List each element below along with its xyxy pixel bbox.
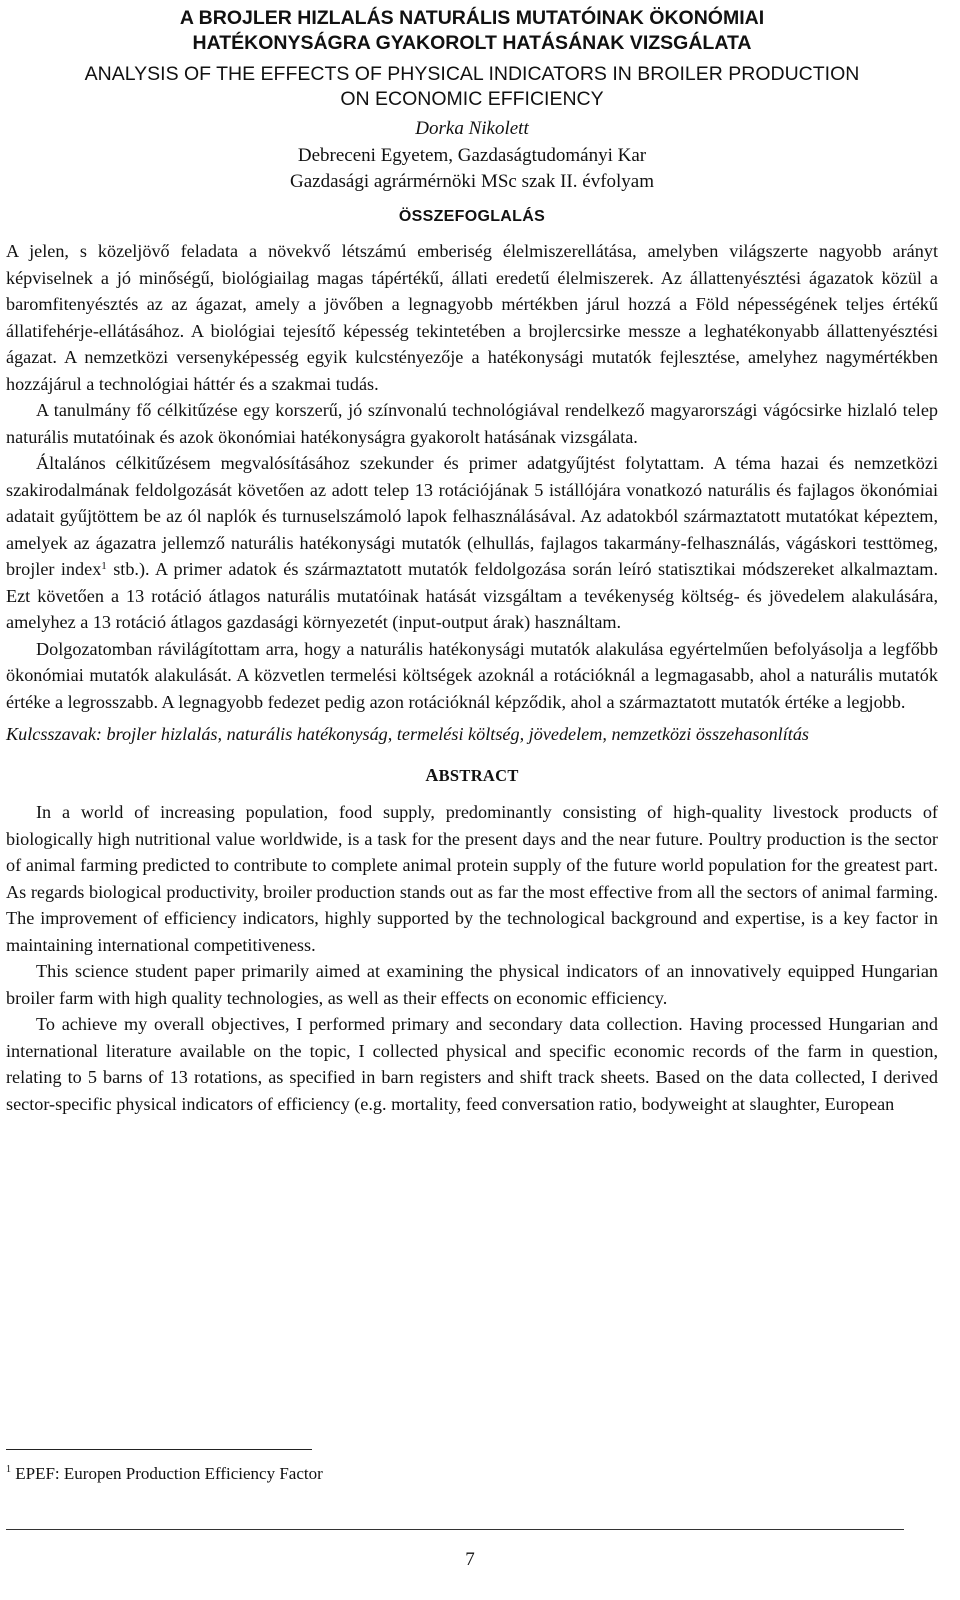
page-footer-rule — [6, 1529, 904, 1530]
abstract-paragraph-1: In a world of increasing population, food supply, predominantly consisting of high-quality livestock products of biologically high nutritional value worldwide, is a task for the present days and the near future. Poultry production is the sector of animal farming predicted to contribute to complete animal protein supply of the future world population for the greatest part. As regards biological productivity, broiler production stands out as far the most effective from all the sectors of animal farming. The improvement of efficiency indicators, highly supported by the technological background and expertise, is a key factor in maintaining international competitiveness. — [6, 802, 938, 955]
keywords: Kulcsszavak: brojler hizlalás, naturális hatékonyság, termelési költség, jövedelem, nemzetközi összehasonlítás — [6, 724, 810, 744]
summary-paragraph-3 — [6, 450, 938, 636]
summary-paragraph-2: A tanulmány fő célkitűzése egy korszerű, jó színvonalú technológiával rendelkező magyarországi vágócsirke hizlaló telep naturális mutatóinak és azok ökonómiai hatékonyságra gyakorolt hatásának vizsgálata. — [6, 400, 938, 447]
title-hungarian-line-2: HATÉKONYSÁGRA GYAKOROLT HATÁSÁNAK VIZSGÁLATA — [192, 32, 752, 54]
abstract-paragraph-2: This science student paper primarily aimed at examining the physical indicators of an innovatively equipped Hungarian broiler farm with high quality technologies, as well as their effects on economic efficiency. — [6, 961, 938, 1008]
abstract-heading-initial: A — [425, 764, 439, 785]
title-english-line-2: ON ECONOMIC EFFICIENCY — [340, 88, 604, 110]
summary-paragraph-1: A jelen, s közeljövő feladata a növekvő létszámú emberiség élelmiszerellátása, amelyben világszerte nagyobb arányt képviselnek a jó minőségű, biológiailag magas tápértékű, állati eredetű élelmiszerek. Az állattenyésztési ágazatok közül a baromfitenyésztés az az ágazat, amely a jövőben a legnagyobb mértékben járul hozzá a Föld népességének teljes értékű állatifehérje-ellátásához. A biológiai tejesítő képesség tekintetében a brojlercsirke messze a leghatékonyabb állattenyésztési ágazat. A nemzetközi versenyképesség egyik kulcstényezője a hatékonysági mutatók fejlesztése, amelyhez nagymértékben hozzájárul a technológiai háttér és a szakmai tudás. — [6, 241, 938, 394]
title-hungarian-line-1: A BROJLER HIZLALÁS NATURÁLIS MUTATÓINAK ÖKONÓMIAI — [179, 7, 765, 29]
abstract-heading-rest: BSTRACT — [438, 765, 519, 785]
affiliation-line-2: Gazdasági agrármérnöki MSc szak II. évfolyam — [289, 171, 655, 192]
abstract-heading — [6, 762, 938, 790]
affiliation-line-1: Debreceni Egyetem, Gazdaságtudományi Kar — [297, 144, 647, 166]
page-number: 7 — [465, 1549, 475, 1570]
title-english-line-1: ANALYSIS OF THE EFFECTS OF PHYSICAL INDICATORS IN BROILER PRODUCTION — [84, 63, 860, 85]
footnote-separator — [6, 1449, 312, 1450]
author-name: Dorka Nikolett — [415, 118, 529, 139]
summary-paragraph-3-text-b: stb.). A primer adatok és származtatott mutatók feldolgozása során leíró statisztikai módszereket alkalmaztam. Ezt követően a 13 rotáció átlagos naturális mutatóinak hatását vizsgáltam a tevékenység költség- és jövedelem alakulására, amelyhez a 13 rotáció átlagos gazdasági környezetét (input-output árak) használtam. — [6, 559, 938, 632]
footnote-text: EPEF: Europen Production Efficiency Factor — [11, 1464, 323, 1483]
summary-paragraph-4: Dolgozatomban rávilágítottam arra, hogy a naturális hatékonysági mutatók alakulása egyértelműen befolyásolja a legfőbb ökonómiai mutatók alakulását. A közvetlen termelési költségek azoknál a rotációknál a legmagasabb, ahol a naturális mutatók értéke a legrosszabb. A legnagyobb fedezet pedig azon rotációknál képződik, ahol a származtatott mutatók értéke a legjobb. — [6, 638, 938, 712]
footnote-reference: 1 — [101, 560, 107, 572]
abstract-paragraph-3: To achieve my overall objectives, I performed primary and secondary data collection. Having processed Hungarian and international literature available on the topic, I collected physical and specific economic records of the farm in question, relating to 5 barns of 13 rotations, as specified in barn registers and shift track sheets. Based on the data collected, I derived sector-specific physical indicators of efficiency (e.g. mortality, feed conversation ratio, bodyweight at slaughter, European — [6, 1014, 938, 1114]
summary-paragraph-3-text-a: Általános célkitűzésem megvalósításához szekunder és primer adatgyűjtést folytattam. A téma hazai és nemzetközi szakirodalmának feldolgozását követően az adott telep 13 rotációjának 5 istállójára vonatkozó naturális és fajlagos ökonómiai adatait gyűjtöttem be az ól naplók és turnuselszámoló lapok felhasználásával. Az adatokból származtatott mutatókat képeztem, amelyek az ágazatra jellemző naturális hatékonysági mutatók (elhullás, fajlagos takarmány-felhasználás, vágáskori testtömeg, brojler index — [6, 453, 938, 579]
footnote-mark: 1 — [6, 1464, 11, 1475]
footnote — [6, 1463, 323, 1485]
summary-heading: ÖSSZEFOGLALÁS — [398, 207, 546, 225]
title-english — [6, 62, 938, 112]
title-hungarian — [6, 6, 938, 56]
